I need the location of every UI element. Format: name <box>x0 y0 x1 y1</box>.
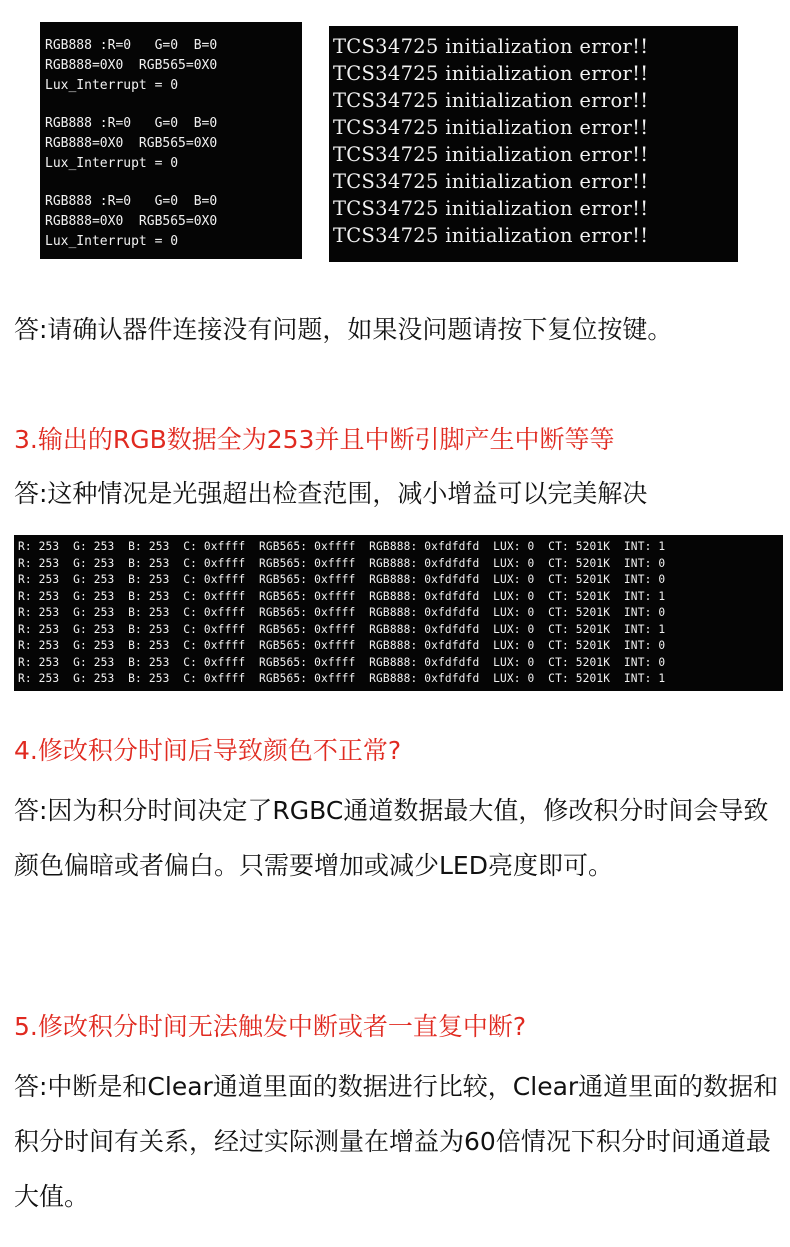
output-line: RGB888=0X0 RGB565=0X0 <box>45 214 218 229</box>
answer-5-text: 答:中断是和Clear通道里面的数据进行比较，Clear通道里面的数据和积分时间有关系，经过实际测量在增益为60倍情况下积分时间通道最大值。 <box>14 1072 779 1211</box>
output-line: Lux_Interrupt = 0 <box>45 78 179 93</box>
serial-output-saturated-values <box>14 535 783 691</box>
output-line: TCS34725 initialization error!! <box>333 170 649 193</box>
output-line: TCS34725 initialization error!! <box>333 116 649 139</box>
output-line: R: 253 G: 253 B: 253 C: 0xffff RGB565: 0xffff RGB888: 0xfdfdfd LUX: 0 CT: 5201K INT: 1 <box>18 622 666 636</box>
answer-3-text: 答:这种情况是光强超出检查范围，减小增益可以完美解决 <box>14 479 648 508</box>
output-line: Lux_Interrupt = 0 <box>45 156 179 171</box>
output-line: RGB888=0X0 RGB565=0X0 <box>45 58 218 73</box>
question-5-heading: 5.修改积分时间无法触发中断或者一直复中断? <box>14 1012 527 1041</box>
output-line: RGB888 :R=0 G=0 B=0 <box>45 194 218 209</box>
answer-2-text: 答:请确认器件连接没有问题，如果没问题请按下复位按键。 <box>14 315 673 344</box>
output-group <box>45 192 302 252</box>
output-line: RGB888 :R=0 G=0 B=0 <box>45 116 218 131</box>
output-line: TCS34725 initialization error!! <box>333 62 649 85</box>
output-line: RGB888 :R=0 G=0 B=0 <box>45 38 218 53</box>
output-line: R: 253 G: 253 B: 253 C: 0xffff RGB565: 0xffff RGB888: 0xfdfdfd LUX: 0 CT: 5201K INT: 1 <box>18 672 666 685</box>
question-4-heading: 4.修改积分时间后导致颜色不正常? <box>14 736 402 765</box>
question-3-heading: 3.输出的RGB数据全为253并且中断引脚产生中断等等 <box>14 425 615 454</box>
output-line: TCS34725 initialization error!! <box>333 224 649 247</box>
output-line: R: 253 G: 253 B: 253 C: 0xffff RGB565: 0xffff RGB888: 0xfdfdfd LUX: 0 CT: 5201K INT: 0 <box>18 556 666 570</box>
output-line: TCS34725 initialization error!! <box>333 197 649 220</box>
output-line: R: 253 G: 253 B: 253 C: 0xffff RGB565: 0xffff RGB888: 0xfdfdfd LUX: 0 CT: 5201K INT: 0 <box>18 573 666 586</box>
output-line: TCS34725 initialization error!! <box>333 89 649 112</box>
serial-output-init-error <box>329 26 738 262</box>
output-line: TCS34725 initialization error!! <box>333 35 649 58</box>
output-line: R: 253 G: 253 B: 253 C: 0xffff RGB565: 0xffff RGB888: 0xfdfdfd LUX: 0 CT: 5201K INT: 0 <box>18 639 666 652</box>
output-line: R: 253 G: 253 B: 253 C: 0xffff RGB565: 0xffff RGB888: 0xfdfdfd LUX: 0 CT: 5201K INT: 1 <box>18 540 666 553</box>
output-group <box>45 36 302 96</box>
output-line: TCS34725 initialization error!! <box>333 143 649 166</box>
output-line: RGB888=0X0 RGB565=0X0 <box>45 136 218 151</box>
output-group <box>45 114 302 174</box>
output-line: R: 253 G: 253 B: 253 C: 0xffff RGB565: 0xffff RGB888: 0xfdfdfd LUX: 0 CT: 5201K INT: 0 <box>18 655 666 669</box>
answer-4-text: 答:因为积分时间决定了RGBC通道数据最大值，修改积分时间会导致颜色偏暗或者偏白。只需要增加或减少LED亮度即可。 <box>14 796 769 880</box>
output-line: R: 253 G: 253 B: 253 C: 0xffff RGB565: 0xffff RGB888: 0xfdfdfd LUX: 0 CT: 5201K INT: 0 <box>18 606 666 619</box>
output-line: R: 253 G: 253 B: 253 C: 0xffff RGB565: 0xffff RGB888: 0xfdfdfd LUX: 0 CT: 5201K INT: 1 <box>18 589 666 603</box>
output-line: Lux_Interrupt = 0 <box>45 234 179 249</box>
serial-output-zero-values <box>40 22 302 259</box>
